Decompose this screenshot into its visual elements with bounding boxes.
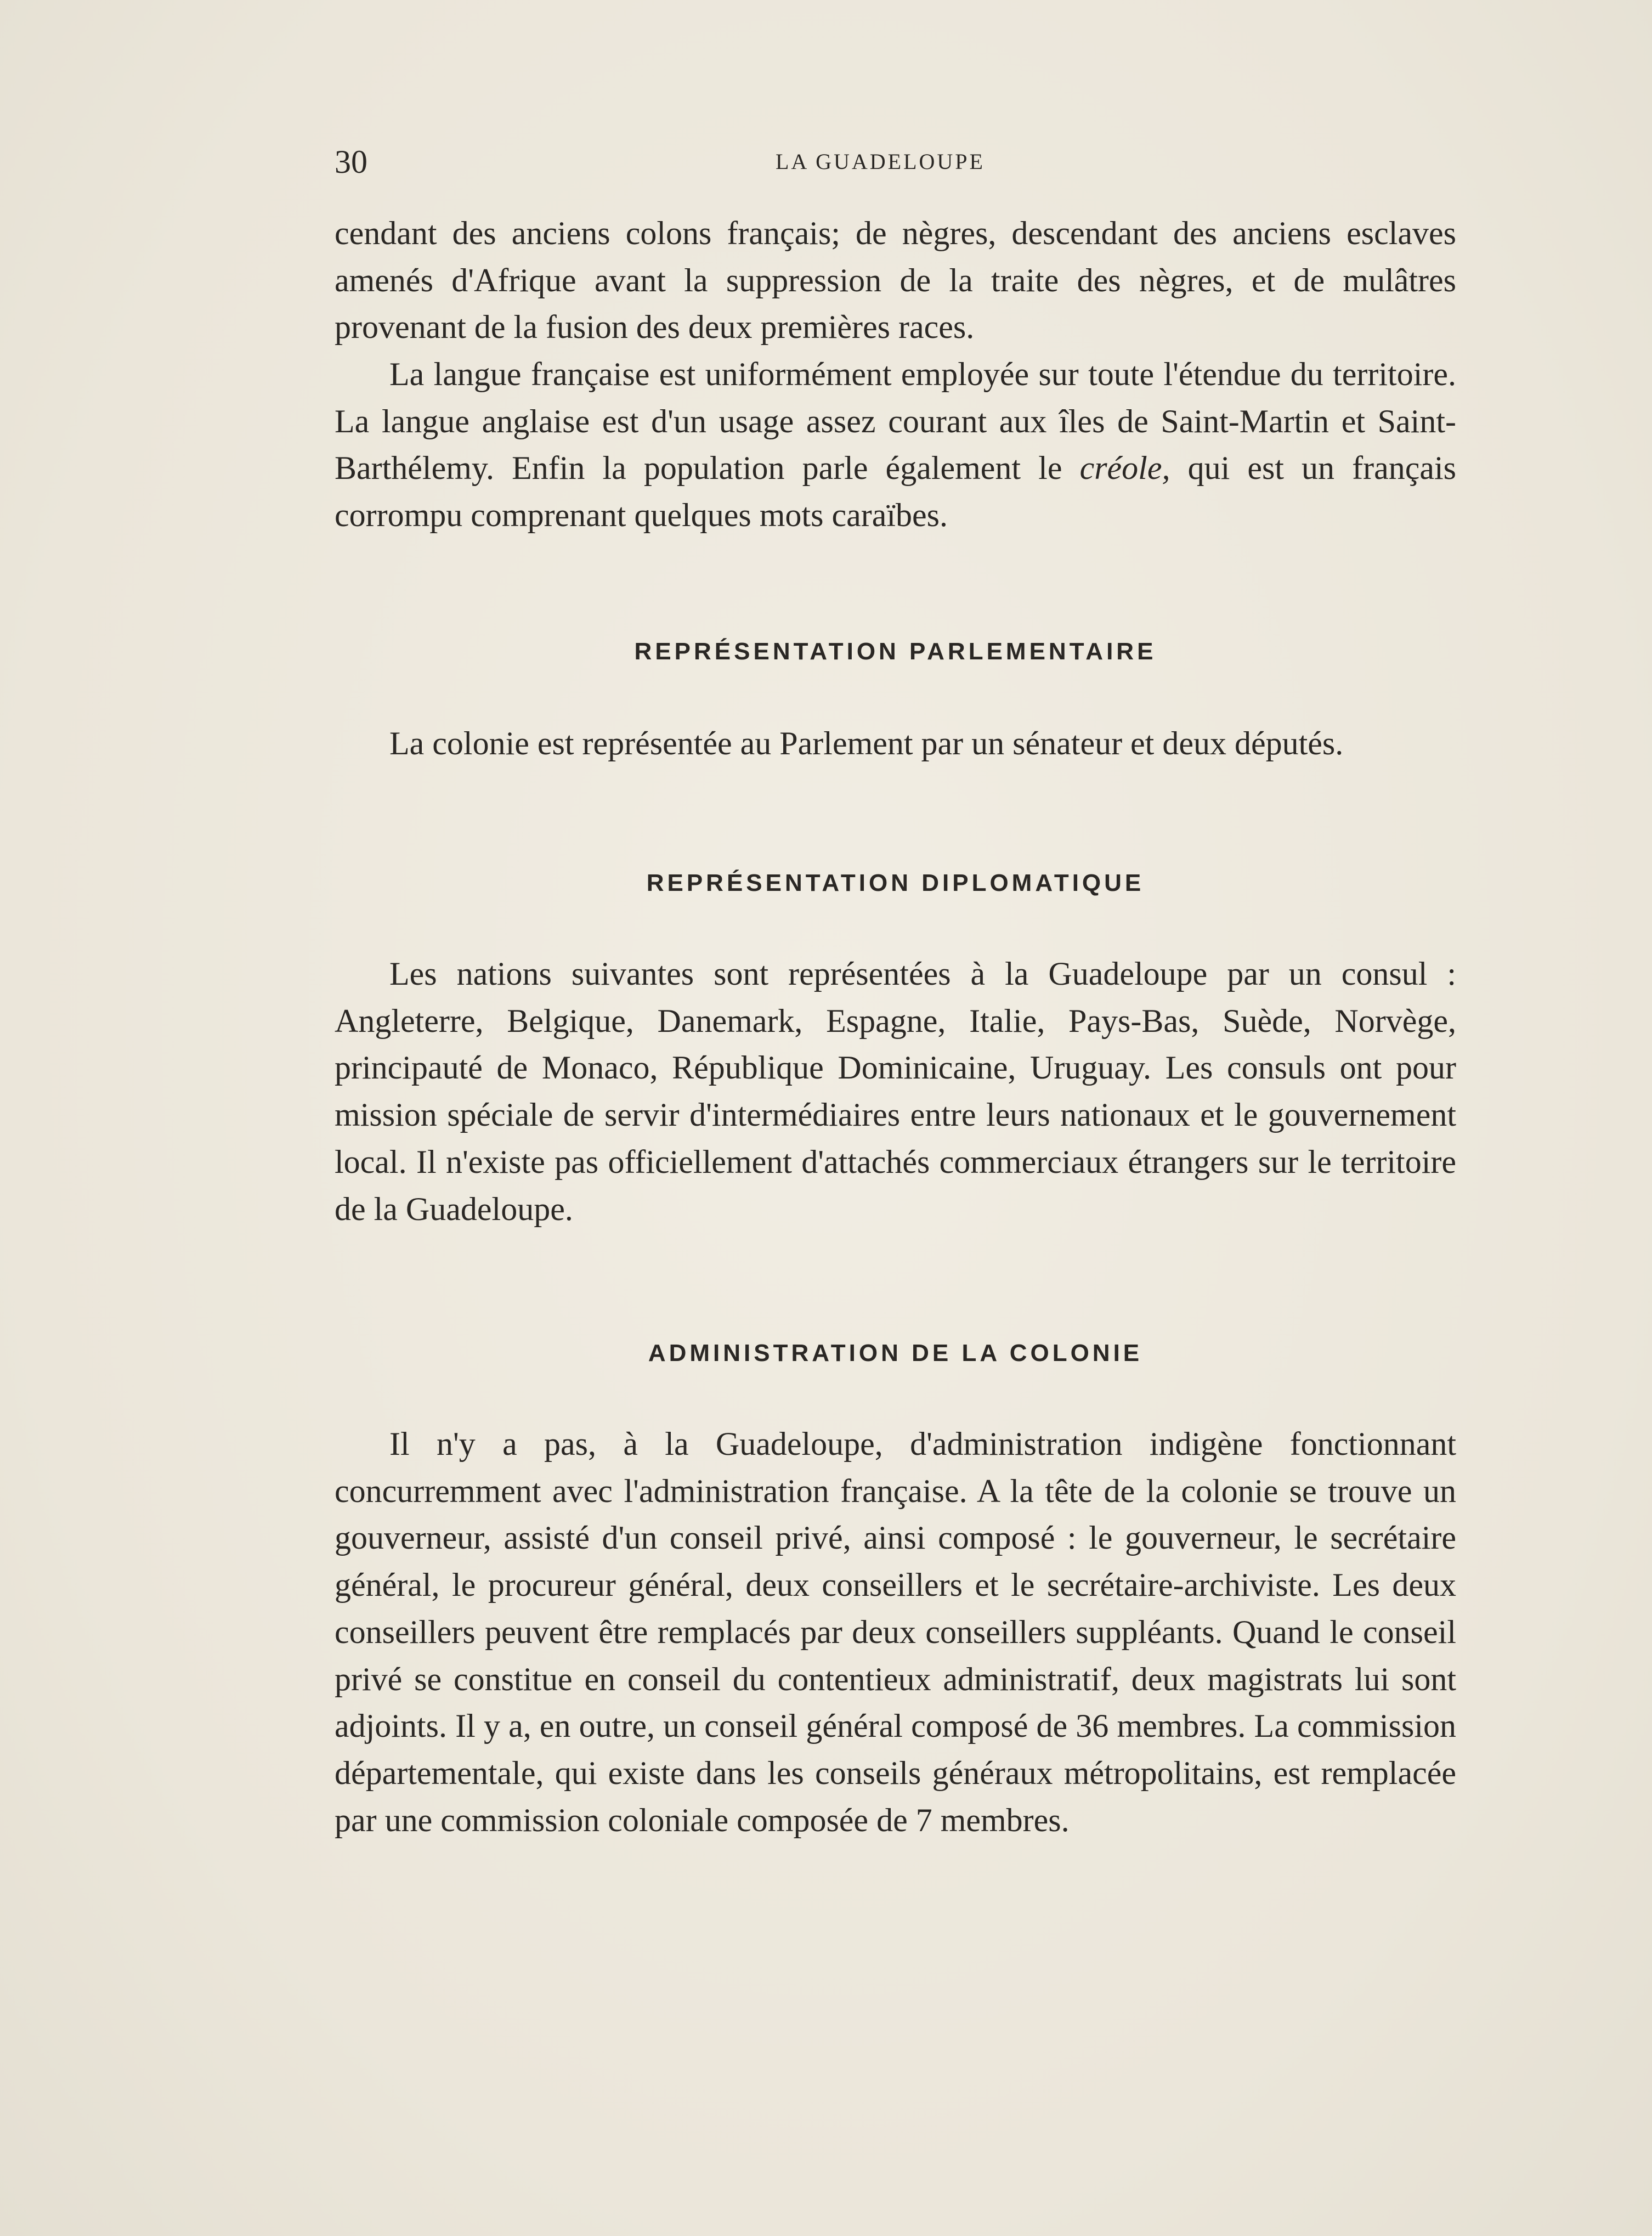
paragraph-text: cendant des anciens colons français; de nègres, descendant des anciens esclaves amenés d'Afrique avant la suppression de la traite des nègres, et de mulâtres provenant de la fusion des deux premières races. [335,215,1456,346]
section-heading-diplomatic: REPRÉSENTATION DIPLOMATIQUE [646,869,1145,896]
page-number: 30 [335,144,367,180]
paragraph-population-origins [335,210,1456,351]
page-header [335,140,1426,184]
paragraph-text: La colonie est représentée au Parlement par un sénateur et deux députés. [389,725,1344,761]
paragraph-text: La langue française est uniformément employée sur toute l'étendue du territoire. La langue anglaise est d'un usage assez courant aux îles de Saint-Martin et Saint-Barthélemy. Enfin la population parle également le [335,356,1456,487]
paragraph-text: qui est un français corrompu comprenant quelques mots caraïbes. [335,450,1456,534]
paragraph-text: Il n'y a pas, à la Guadeloupe, d'administration indigène fonctionnant concurremment avec l'administration française. A la tête de la colonie se trouve un gouverneur, assisté d'un conseil privé, ainsi composé : le gouverneur, le secrétaire général, le procureur général, deux conseillers et le secrétaire-archiviste. Les deux conseillers peuvent être remplacés par deux conseillers suppléants. Quand le conseil privé se constitue en conseil du contentieux administratif, deux magistrats lui sont adjoints. Il y a, en outre, un conseil général composé de 36 membres. La commission départementale, qui existe dans les conseils généraux métropolitains, est remplacée par une commission coloniale composée de 7 membres. [335,1426,1456,1838]
italic-term: créole, [1079,450,1170,487]
paragraph-text: Les nations suivantes sont représentées à la Guadeloupe par un consul : Angleterre, Belgique, Danemark, Espagne, Italie, Pays-Bas, Suède, Norvège, principauté de Monaco, République Dominicaine, Uruguay. Les consuls ont pour mission spéciale de servir d'intermédiaires entre leurs nationaux et le gouvernement local. Il n'existe pas officiellement d'attachés commerciaux étrangers sur le territoire de la Guadeloupe. [335,956,1456,1227]
paragraph-administration [335,1421,1456,1844]
paragraph-languages [335,351,1456,539]
paragraph-diplomatic [335,951,1456,1233]
section-heading-administration: ADMINISTRATION DE LA COLONIE [648,1340,1143,1367]
section-heading-parliamentary: REPRÉSENTATION PARLEMENTAIRE [634,638,1157,665]
paragraph-parliamentary [335,720,1456,767]
running-title: LA GUADELOUPE [776,149,985,174]
